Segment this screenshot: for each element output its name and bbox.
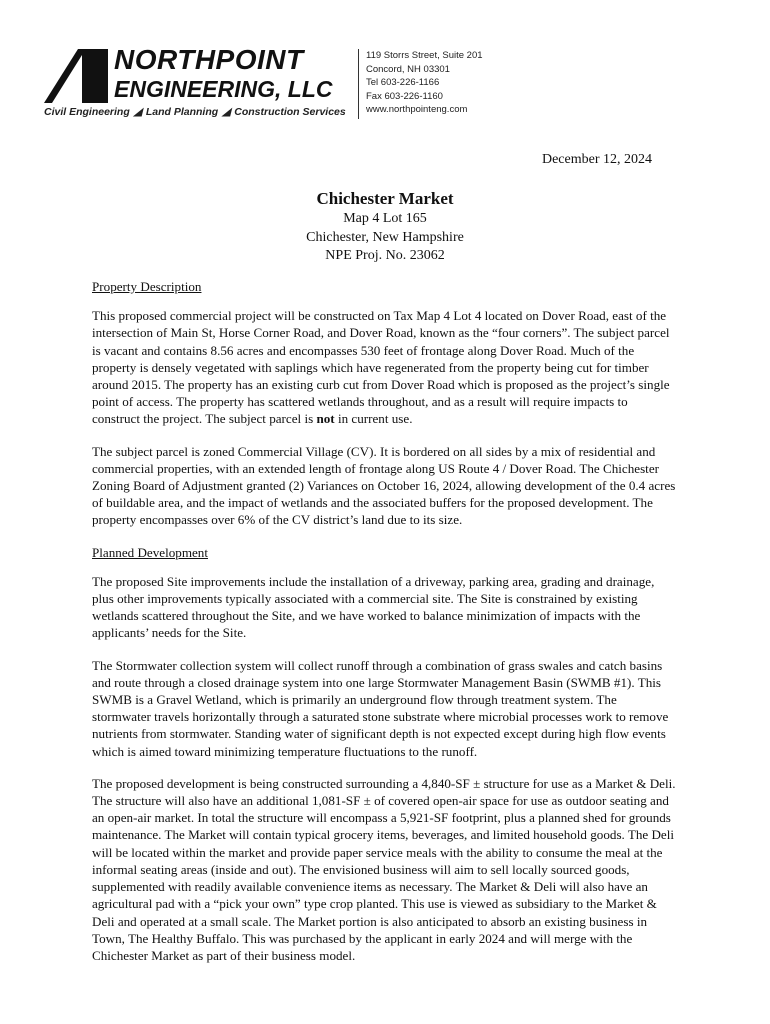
planned-paragraph-1: The proposed Site improvements include the installation of a driveway, parking area, grading and drainage, plus other improvements typically associated with a commercial site. The Site is constrained by existing wetlands scattered throughout the Site, and we have worked to balance minimization of impacts with the applicants’ needs for the Site. — [92, 573, 655, 641]
contact-block — [366, 49, 483, 117]
letter-date: December 12, 2024 — [541, 152, 652, 167]
property-p1-emphasis: not — [316, 411, 335, 427]
letter-body — [92, 278, 678, 979]
property-description-heading: Property Description — [92, 279, 202, 294]
service-construction: Construction Services — [234, 106, 346, 118]
project-title: Chichester Market — [316, 189, 454, 208]
service-civil-engineering: Civil Engineering — [44, 106, 130, 118]
fax: Fax 603-226-1160 — [366, 90, 443, 102]
address-line-1: 119 Storrs Street, Suite 201 — [366, 50, 483, 61]
slash-icon: ◢ — [133, 106, 142, 118]
property-paragraph-1 — [92, 307, 678, 427]
project-number: NPE Proj. No. 23062 — [325, 248, 445, 263]
service-land-planning: Land Planning — [145, 106, 219, 118]
project-title-block — [0, 188, 770, 266]
planned-paragraph-3: The proposed development is being constructed surrounding a 4,840-SF ± structure for use as a Market & Deli. The structure will also have an additional 1,081-SF ± of covered open-air space for use as outdoor seating and an open-air market. In total the structure will encompass a 5,921-SF footprint, plus a planned shed for grounds maintenance. The Market will contain typical grocery items, beverages, and limited household goods. The Deli will be located within the market and provide paper service meals with the ability to consume the meal at the informal seating areas (inside and out). The envisioned business will aim to sell locally sourced goods, supplemented with readily available convenience items as necessary. The Market & Deli will also have an agricultural pad with a “pick your own” type crop planted. This use is viewed as subsidiary to the Market & Deli and operated at a small scale. The Market portion is also anticipated to absorb an existing business in Town, The Healthy Buffalo. This was purchased by the applicant in early 2024 and will merge with the Chichester Market as part of their business model. — [92, 775, 676, 963]
property-p1-text: This proposed commercial project will be constructed on Tax Map 4 Lot 4 located on Dover Road, east of the intersection of Main St, Horse Corner Road, and Dover Road, known as the “four corners”. The subject parcel is vacant and contains 8.56 acres and encompasses 530 feet of frontage along Dover Road. Much of the property is densely vegetated with saplings which have regenerated from the property being cut for timber around 2015. The property has an existing curb cut from Dover Road which is proposed as the project’s single point of access. The property has scattered wetlands throughout, and as a result will require impacts to construct the project. The subject parcel is — [92, 308, 670, 427]
property-paragraph-2: The subject parcel is zoned Commercial Village (CV). It is bordered on all sides by a mix of residential and commercial properties, with an extended length of frontage along US Route 4 / Dover Road. The Chichester Zoning Board of Adjustment granted (2) Variances on October 16, 2024, allowing development of the 0.4 acres of buildable area, and the impact of wetlands and the associated buffers for the proposed development. The property encompasses over 6% of the CV district’s land due to its size. — [92, 443, 676, 528]
services-tagline — [44, 106, 346, 118]
telephone: Tel 603-226-1166 — [366, 77, 440, 89]
address-line-2: Concord, NH 03301 — [366, 63, 450, 75]
website-link[interactable]: www.northpointeng.com — [366, 104, 468, 116]
map-lot: Map 4 Lot 165 — [343, 211, 427, 226]
company-name: NORTHPOINT — [114, 44, 304, 75]
planned-development-heading: Planned Development — [92, 544, 208, 560]
planned-paragraph-2: The Stormwater collection system will collect runoff through a combination of grass swales and catch basins and route through a closed drainage system into one large Stormwater Management Basin (SWMB #1). This SWMB is a Gravel Wetland, which is primarily an underground flow through treatment system. The stormwater travels horizontally through a saturated stone substrate where microbial processes work to remove nutrients from stormwater. Standing water of significant depth is not expected except during high flow events which is aimed toward minimizing temperature fluctuations to the runoff. — [92, 657, 669, 759]
northpoint-logo-icon — [44, 49, 108, 103]
slash-icon: ◢ — [222, 106, 231, 118]
project-location: Chichester, New Hampshire — [306, 229, 464, 245]
company-name-suffix: ENGINEERING, LLC — [114, 76, 333, 102]
letterhead-divider — [358, 49, 359, 119]
property-p1-tail: in current use. — [334, 411, 413, 427]
